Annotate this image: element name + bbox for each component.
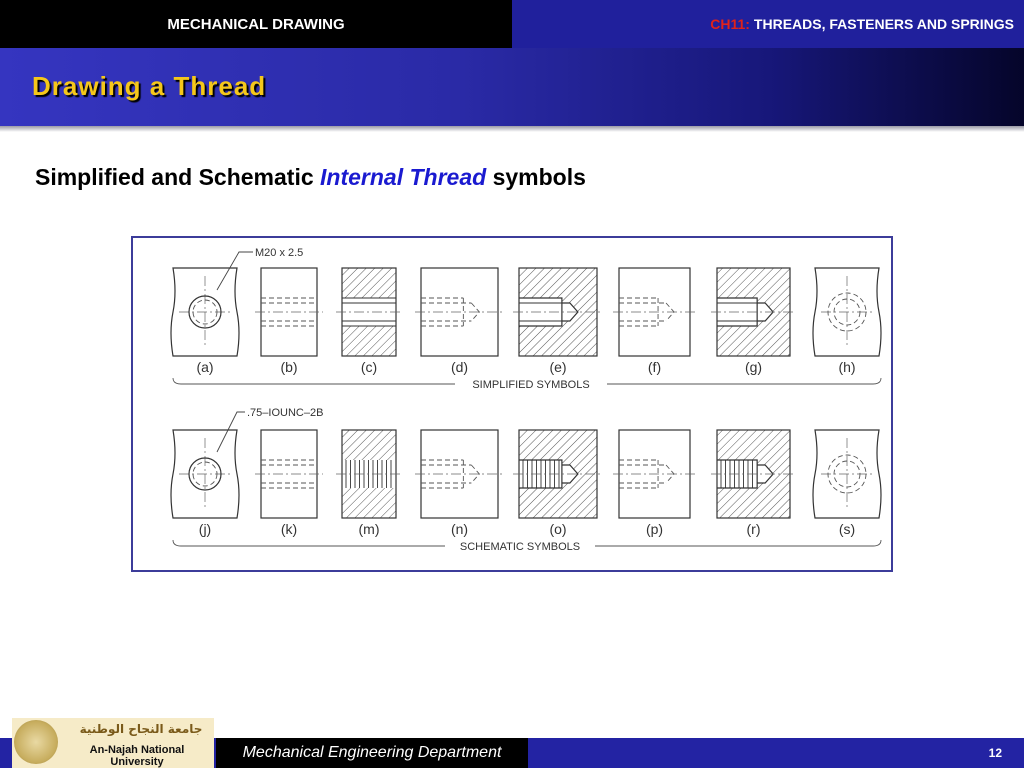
caption-top-line-left [173,378,455,384]
slide-subtitle [35,164,586,191]
course-title-bar [0,0,512,48]
department-name: Mechanical Engineering Department [242,744,502,761]
thread-drawing [133,238,891,570]
view-label: (f) [647,359,662,375]
view-label: (e) [549,359,567,375]
university-seal-icon [14,720,58,764]
view-label: (g) [744,359,763,375]
caption-simplified: SIMPLIFIED SYMBOLS [472,379,590,391]
view-label: (k) [280,521,298,537]
view-label: (j) [198,521,212,537]
view-label: (a) [196,359,214,375]
view-label: (o) [549,521,567,537]
chapter-title-bar [512,0,1024,48]
caption-bottom-line-left [173,540,445,546]
callout-bottom: .75–IOUNC–2B [247,407,324,419]
chapter-code: CH11: [710,16,750,32]
slide-title: Drawing a Thread [32,71,267,101]
callout-top: M20 x 2.5 [255,247,304,259]
view-label: (b) [280,359,298,375]
view-label: (m) [358,521,380,537]
view-label: (s) [838,521,856,537]
callout-bottom-leader [217,412,245,452]
view-label: (n) [450,521,469,537]
page-number: 12 [988,746,1002,760]
view-label: (d) [450,359,469,375]
subtitle-text-end: symbols [486,164,586,190]
view-label: (p) [645,521,664,537]
caption-bottom-line-right [595,540,881,546]
footer-department [216,738,528,768]
title-band [0,48,1024,126]
subtitle-text-start: Simplified and Schematic [35,164,321,190]
course-title: MECHANICAL DRAWING [167,15,345,33]
caption-schematic: SCHEMATIC SYMBOLS [459,541,581,553]
view-label: (r) [746,521,761,537]
logo-english-text: An-Najah National University [89,744,185,768]
simplified-symbols-row [171,268,881,375]
view-label: (h) [838,359,856,375]
schematic-symbols-row [171,430,881,537]
title-band-shadow [0,126,1024,132]
chapter-title: THREADS, FASTENERS AND SPRINGS [753,16,1014,32]
caption-top-line-right [607,378,881,384]
logo-arabic-text: جامعة النجاح الوطنية [79,722,203,736]
university-logo [12,718,214,768]
thread-symbols-figure [131,236,893,572]
view-label: (c) [360,359,378,375]
subtitle-emphasis: Internal Thread [320,164,487,190]
